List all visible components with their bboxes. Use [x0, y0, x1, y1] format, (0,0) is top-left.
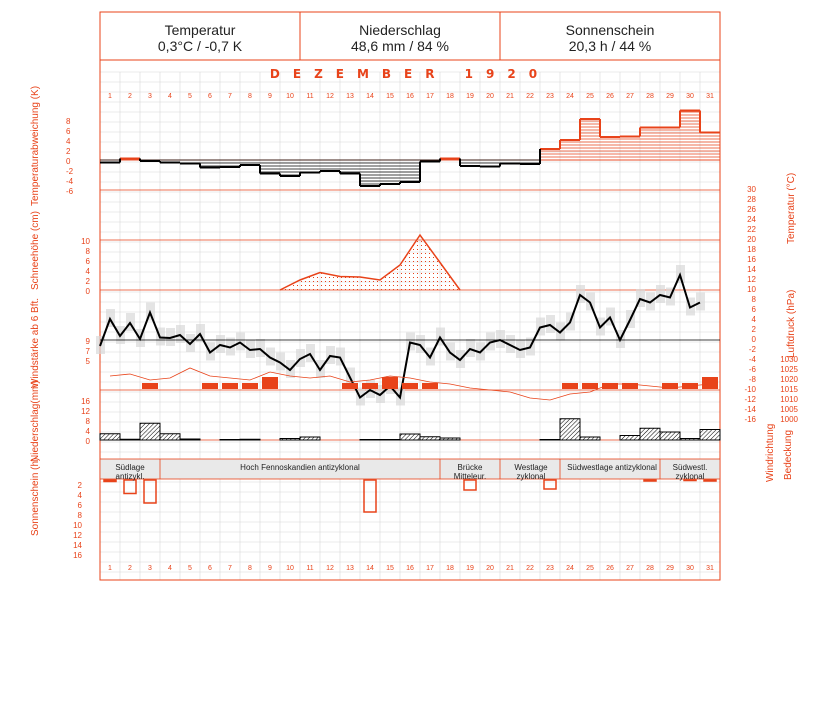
precip-bar	[160, 434, 180, 440]
temperature-tick: 16	[747, 255, 756, 264]
snow-area	[280, 235, 460, 290]
day-label-top: 21	[506, 93, 514, 100]
snow-tick: 4	[85, 267, 90, 276]
temperature-tick: -2	[748, 345, 756, 354]
temperature-range-band	[216, 335, 225, 353]
day-label-top: 19	[466, 93, 474, 100]
precip-bar	[660, 432, 680, 440]
day-label-bottom: 29	[666, 565, 674, 572]
day-label-bottom: 21	[506, 565, 514, 572]
axis-title-cover: Bedeckung	[783, 429, 794, 480]
precip-bar	[540, 440, 560, 441]
precip-bar	[560, 419, 580, 440]
temperature-tick: 28	[747, 195, 756, 204]
temperature-tick: -8	[748, 375, 756, 384]
temperature-tick: -10	[744, 385, 756, 394]
sun-bar	[144, 480, 156, 503]
day-label-top: 6	[208, 93, 212, 100]
precip-bar	[360, 440, 380, 441]
precip-tick: 12	[81, 407, 90, 416]
day-label-bottom: 18	[446, 565, 454, 572]
day-label-bottom: 16	[406, 565, 414, 572]
day-label-bottom: 13	[346, 565, 354, 572]
temp-dev-bar	[640, 128, 660, 161]
day-label-bottom: 27	[626, 565, 634, 572]
day-label-top: 29	[666, 93, 674, 100]
day-label-bottom: 15	[386, 565, 394, 572]
precip-bar	[620, 436, 640, 441]
temperature-range-band	[656, 285, 665, 303]
precip-bar	[380, 440, 400, 441]
pressure-tick: 1015	[780, 385, 798, 394]
wind-bar	[142, 383, 158, 389]
sun-bar	[544, 480, 556, 489]
temperature-tick: -4	[748, 355, 756, 364]
sun-value: 20,3 h / 44 %	[568, 38, 652, 54]
temperature-tick: 10	[747, 285, 756, 294]
temperature-tick: 8	[751, 295, 756, 304]
day-label-bottom: 22	[526, 565, 534, 572]
day-label-bottom: 14	[366, 565, 374, 572]
day-label-top: 18	[446, 93, 454, 100]
temperature-tick: 4	[751, 315, 756, 324]
temperature-tick: -14	[744, 405, 756, 414]
axis-title-temp-dev: Temperaturabweichung (K)	[30, 85, 41, 206]
temperature-range-band	[256, 339, 265, 357]
snow-tick: 0	[85, 287, 90, 296]
day-label-top: 13	[346, 93, 354, 100]
day-label-top: 14	[366, 93, 374, 100]
temperature-range-band	[466, 339, 475, 357]
day-label-top: 16	[406, 93, 414, 100]
header-temperature	[100, 12, 300, 60]
day-label-bottom: 11	[306, 565, 314, 572]
precip-bar	[580, 437, 600, 440]
precip-bar	[400, 434, 420, 440]
temperature-range-band	[236, 333, 245, 351]
weather-type-2: Hoch Fennoskandien antizyklonal	[240, 463, 360, 472]
month-title: DEZEMBER 1920	[269, 67, 551, 81]
day-label-bottom: 12	[326, 565, 334, 572]
temp-dev-bar	[320, 160, 340, 171]
pressure-tick: 1005	[780, 405, 798, 414]
axis-title-snow: Schneehöhe (cm)	[30, 211, 41, 290]
temp-dev-tick: -2	[66, 167, 74, 176]
temp-dev-bar	[200, 160, 220, 168]
day-label-top: 11	[306, 93, 314, 100]
wind-bar	[402, 383, 418, 389]
weather-type-4: Westlage zyklonal	[514, 463, 548, 481]
axis-title-precip: Niederschlag(mm)	[30, 380, 41, 462]
temperature-label: Temperatur	[164, 22, 236, 38]
day-label-top: 8	[248, 93, 252, 100]
temperature-tick: 18	[747, 245, 756, 254]
sun-bar	[364, 480, 376, 512]
temperature-tick: -12	[744, 395, 756, 404]
day-label-bottom: 7	[228, 565, 232, 572]
day-label-bottom: 19	[466, 565, 474, 572]
temperature-value: 0,3°C / -0,7 K	[157, 38, 243, 54]
day-label-bottom: 1	[108, 565, 112, 572]
temp-dev-tick: 4	[66, 137, 71, 146]
temperature-tick: 2	[751, 325, 756, 334]
header-sunshine	[500, 12, 720, 60]
axis-title-sun: Sonnenschein (h)	[30, 457, 41, 536]
wind-bar	[382, 377, 398, 389]
day-label-top: 28	[646, 93, 654, 100]
temp-dev-tick: 6	[66, 127, 71, 136]
day-label-top: 9	[268, 93, 272, 100]
axis-title-temperature: Temperatur (°C)	[786, 172, 797, 244]
axis-title-wind: Windstärke ab 6 Bft.	[30, 297, 41, 388]
sun-tick: 12	[73, 531, 82, 540]
sun-tick: 8	[77, 511, 82, 520]
temperature-range-band	[696, 293, 705, 311]
sun-tick: 4	[77, 491, 82, 500]
wind-bar	[422, 383, 438, 389]
day-label-bottom: 24	[566, 565, 574, 572]
sun-tick: 16	[73, 551, 82, 560]
day-label-bottom: 2	[128, 565, 132, 572]
day-label-top: 4	[168, 93, 172, 100]
sun-tick: 14	[73, 541, 82, 550]
wind-tick: 5	[85, 357, 90, 366]
snow-tick: 2	[85, 277, 90, 286]
day-label-top: 7	[228, 93, 232, 100]
temperature-range-band	[546, 315, 555, 333]
wind-bar	[582, 383, 598, 389]
temp-dev-tick: 0	[66, 157, 71, 166]
day-label-bottom: 25	[586, 565, 594, 572]
day-label-bottom: 30	[686, 565, 694, 572]
day-label-bottom: 9	[268, 565, 272, 572]
wind-bar	[262, 377, 278, 389]
temp-dev-bar	[660, 128, 680, 161]
temp-dev-tick: 8	[66, 117, 71, 126]
precip-label: Niederschlag	[359, 22, 441, 38]
snow-tick: 8	[85, 247, 90, 256]
precip-value: 48,6 mm / 84 %	[350, 38, 450, 54]
temperature-tick: 6	[751, 305, 756, 314]
pressure-tick: 1025	[780, 365, 798, 374]
temperature-range-band	[496, 330, 505, 348]
precip-bar	[700, 430, 720, 441]
sun-bar	[464, 480, 476, 490]
wind-bar	[362, 383, 378, 389]
pressure-tick: 1030	[780, 355, 798, 364]
day-label-top: 31	[706, 93, 714, 100]
temperature-tick: 12	[747, 275, 756, 284]
day-label-top: 26	[606, 93, 614, 100]
pressure-tick: 1010	[780, 395, 798, 404]
day-label-top: 17	[426, 93, 434, 100]
day-label-top: 3	[148, 93, 152, 100]
day-label-bottom: 23	[546, 565, 554, 572]
temperature-tick: 22	[747, 225, 756, 234]
temperature-tick: 14	[747, 265, 756, 274]
header-precipitation	[300, 12, 500, 60]
day-label-bottom: 20	[486, 565, 494, 572]
wind-bar	[342, 383, 358, 389]
sun-tick: 2	[77, 481, 82, 490]
day-label-bottom: 8	[248, 565, 252, 572]
pressure-tick: 1020	[780, 375, 798, 384]
temperature-tick: 24	[747, 215, 756, 224]
wind-bar	[242, 383, 258, 389]
precip-bar	[440, 438, 460, 440]
weather-type-3: Brücke Mitteleur.	[453, 463, 487, 481]
weather-type-5: Südwestlage antizyklonal	[567, 463, 657, 472]
precip-bar	[420, 437, 440, 440]
sun-tick: 10	[73, 521, 82, 530]
temperature-tick: 26	[747, 205, 756, 214]
day-label-top: 5	[188, 93, 192, 100]
snow-tick: 10	[81, 237, 90, 246]
wind-bar	[562, 383, 578, 389]
day-label-top: 20	[486, 93, 494, 100]
day-label-top: 27	[626, 93, 634, 100]
temperature-tick: -6	[748, 365, 756, 374]
axis-title-pressure: Luftdruck (hPa)	[786, 289, 797, 358]
temp-dev-bar	[280, 160, 300, 176]
temp-dev-bar	[700, 133, 720, 161]
temperature-tick: 30	[747, 185, 756, 194]
day-label-bottom: 6	[208, 565, 212, 572]
day-label-bottom: 28	[646, 565, 654, 572]
temp-dev-tick: -6	[66, 187, 74, 196]
precip-bar	[100, 434, 120, 440]
precip-bar	[140, 423, 160, 440]
day-label-top: 1	[108, 93, 112, 100]
snow-tick: 6	[85, 257, 90, 266]
precip-bar	[180, 439, 200, 440]
day-label-top: 15	[386, 93, 394, 100]
precip-bar	[220, 440, 240, 441]
precip-tick: 16	[81, 397, 90, 406]
day-label-top: 23	[546, 93, 554, 100]
precip-tick: 8	[85, 417, 90, 426]
day-label-bottom: 31	[706, 565, 714, 572]
wind-tick: 7	[85, 347, 90, 356]
day-label-top: 22	[526, 93, 534, 100]
temp-dev-bar	[600, 137, 620, 160]
temp-dev-tick: 2	[66, 147, 71, 156]
sun-tick: 6	[77, 501, 82, 510]
day-label-top: 10	[286, 93, 294, 100]
day-label-top: 24	[566, 93, 574, 100]
sun-label: Sonnenschein	[565, 22, 655, 38]
day-label-bottom: 5	[188, 565, 192, 572]
day-label-top: 12	[326, 93, 334, 100]
day-label-top: 25	[586, 93, 594, 100]
day-label-bottom: 10	[286, 565, 294, 572]
temperature-tick: -16	[744, 415, 756, 424]
precip-tick: 4	[85, 427, 90, 436]
precip-bar	[120, 439, 140, 440]
wind-bar	[222, 383, 238, 389]
temp-dev-tick: -4	[66, 177, 74, 186]
weather-type-6: Südwestl. zyklonal	[672, 463, 708, 481]
day-label-bottom: 26	[606, 565, 614, 572]
precip-bar	[240, 439, 260, 440]
wind-bar	[702, 377, 718, 389]
day-label-bottom: 4	[168, 565, 172, 572]
precip-tick: 0	[85, 437, 90, 446]
wind-tick: 9	[85, 337, 90, 346]
precip-bar	[680, 439, 700, 441]
temperature-range-band	[406, 333, 415, 351]
temperature-tick: 0	[751, 335, 756, 344]
precip-bar	[640, 428, 660, 440]
temperature-tick: 20	[747, 235, 756, 244]
weather-type-1: Südlage antizykl.	[115, 463, 145, 481]
sun-bar	[644, 480, 656, 481]
wind-bar	[202, 383, 218, 389]
pressure-tick: 1000	[780, 415, 798, 424]
day-label-top: 2	[128, 93, 132, 100]
day-label-bottom: 3	[148, 565, 152, 572]
precip-bar	[300, 437, 320, 440]
day-label-top: 30	[686, 93, 694, 100]
axis-title-wind-dir: Windrichtung	[765, 423, 776, 482]
precip-bar	[280, 439, 300, 441]
day-label-bottom: 17	[426, 565, 434, 572]
